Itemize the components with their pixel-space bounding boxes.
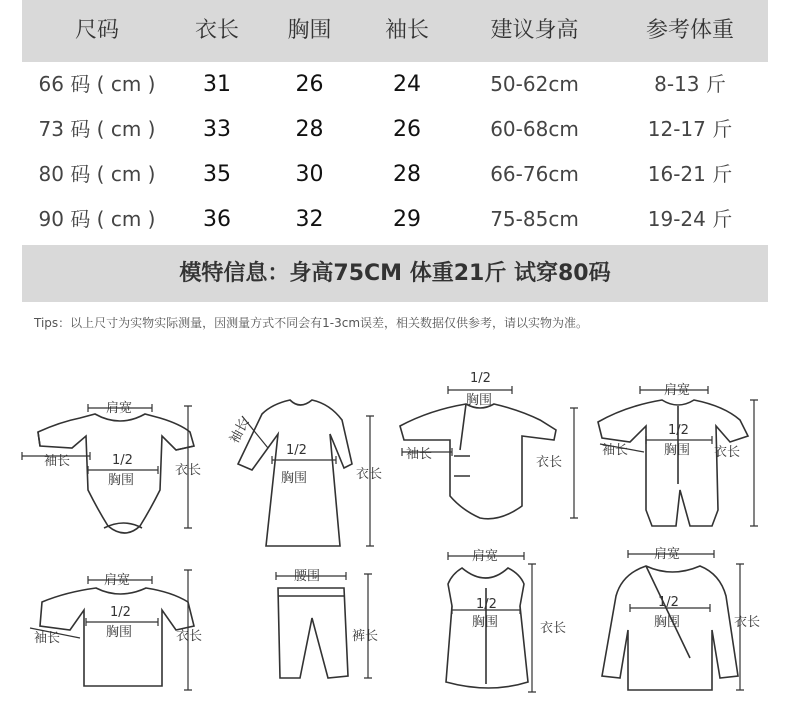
- shoulder-label: 肩宽: [654, 547, 681, 562]
- kimono-diagram: [400, 371, 578, 519]
- sleeve-cell: 24: [393, 72, 421, 97]
- length-label: 衣长: [734, 615, 761, 630]
- chest-cell: 26: [295, 72, 324, 97]
- half-label: 1/2: [476, 597, 497, 612]
- chest-cell: 32: [295, 207, 324, 232]
- sleeve-cell: 26: [393, 117, 421, 142]
- length-cell: 33: [203, 117, 231, 142]
- sleeve-label: 袖长: [227, 416, 253, 447]
- tshirt-diagram: [30, 570, 202, 690]
- size-cell: 90 码 ( cm ): [38, 207, 156, 231]
- chest-label: 胸围: [472, 615, 499, 630]
- half-label: 1/2: [110, 605, 131, 620]
- header-sleeve: 袖长: [384, 18, 429, 43]
- pants-diagram: [276, 569, 378, 678]
- height-cell: 66-76cm: [490, 162, 579, 186]
- chest-label: 胸围: [108, 473, 135, 488]
- length-cell: 35: [203, 162, 231, 187]
- sleeve-cell: 28: [393, 162, 421, 187]
- weight-cell: 12-17 斤: [647, 117, 733, 141]
- tips-note: Tips：以上尺寸为实物实际测量，因测量方式不同会有1-3cm误差，相关数据仅供参考，请以实物为准。: [34, 316, 589, 330]
- header-chest: 胸围: [287, 18, 332, 43]
- length-label: 衣长: [176, 629, 203, 644]
- height-cell: 50-62cm: [490, 72, 579, 96]
- shoulder-label: 肩宽: [106, 401, 133, 416]
- table-row: [22, 152, 768, 197]
- waist-label: 腰围: [294, 569, 321, 584]
- chest-label: 胸围: [654, 615, 681, 630]
- shoulder-label: 肩宽: [104, 573, 131, 588]
- weight-cell: 16-21 斤: [647, 162, 733, 186]
- table-row: [22, 197, 768, 242]
- size-cell: 73 码 ( cm ): [38, 117, 156, 141]
- chest-label: 胸围: [466, 393, 493, 408]
- table-row: [22, 107, 768, 152]
- length-cell: 31: [203, 72, 231, 97]
- half-label: 1/2: [668, 423, 689, 438]
- length-label: 衣长: [540, 621, 567, 636]
- chest-cell: 28: [295, 117, 324, 142]
- model-info-banner: 模特信息：身高75CM 体重21斤 试穿80码: [22, 245, 768, 302]
- half-label: 1/2: [658, 595, 679, 610]
- header-weight: 参考体重: [645, 18, 734, 43]
- size-cell: 80 码 ( cm ): [38, 162, 156, 186]
- header-height: 建议身高: [490, 18, 579, 43]
- sleeve-cell: 29: [393, 207, 421, 232]
- length-cell: 36: [203, 207, 231, 232]
- weight-cell: 19-24 斤: [647, 207, 733, 231]
- sleeve-label: 袖长: [44, 454, 71, 469]
- vest-diagram: [446, 549, 566, 692]
- pants-length-label: 裤长: [352, 629, 379, 644]
- weight-cell: 8-13 斤: [654, 72, 726, 96]
- half-label: 1/2: [286, 443, 307, 458]
- romper-diagram: [598, 383, 758, 526]
- sleeve-label: 袖长: [406, 447, 433, 462]
- length-label: 衣长: [356, 467, 383, 482]
- half-label: 1/2: [470, 371, 491, 386]
- chest-label: 胸围: [664, 443, 691, 458]
- header-length: 衣长: [194, 18, 239, 43]
- shoulder-label: 肩宽: [664, 383, 691, 398]
- chest-cell: 30: [295, 162, 324, 187]
- height-cell: 75-85cm: [490, 207, 579, 231]
- shoulder-label: 肩宽: [472, 549, 499, 564]
- sleeve-label: 袖长: [34, 631, 61, 646]
- length-label: 衣长: [536, 455, 563, 470]
- size-cell: 66 码 ( cm ): [38, 72, 156, 96]
- bodysuit-diagram: [22, 401, 201, 533]
- height-cell: 60-68cm: [490, 117, 579, 141]
- length-label: 衣长: [714, 445, 741, 460]
- chest-label: 胸围: [106, 625, 133, 640]
- chest-label: 胸围: [281, 471, 308, 486]
- header-size: 尺码: [74, 18, 119, 43]
- length-label: 衣长: [175, 463, 202, 478]
- jacket-diagram: [602, 547, 760, 690]
- garment-diagrams: [0, 360, 790, 707]
- gown-diagram: [226, 400, 382, 546]
- table-header: [22, 0, 768, 62]
- table-row: [22, 62, 768, 107]
- sleeve-label: 袖长: [602, 443, 629, 458]
- half-label: 1/2: [112, 453, 133, 468]
